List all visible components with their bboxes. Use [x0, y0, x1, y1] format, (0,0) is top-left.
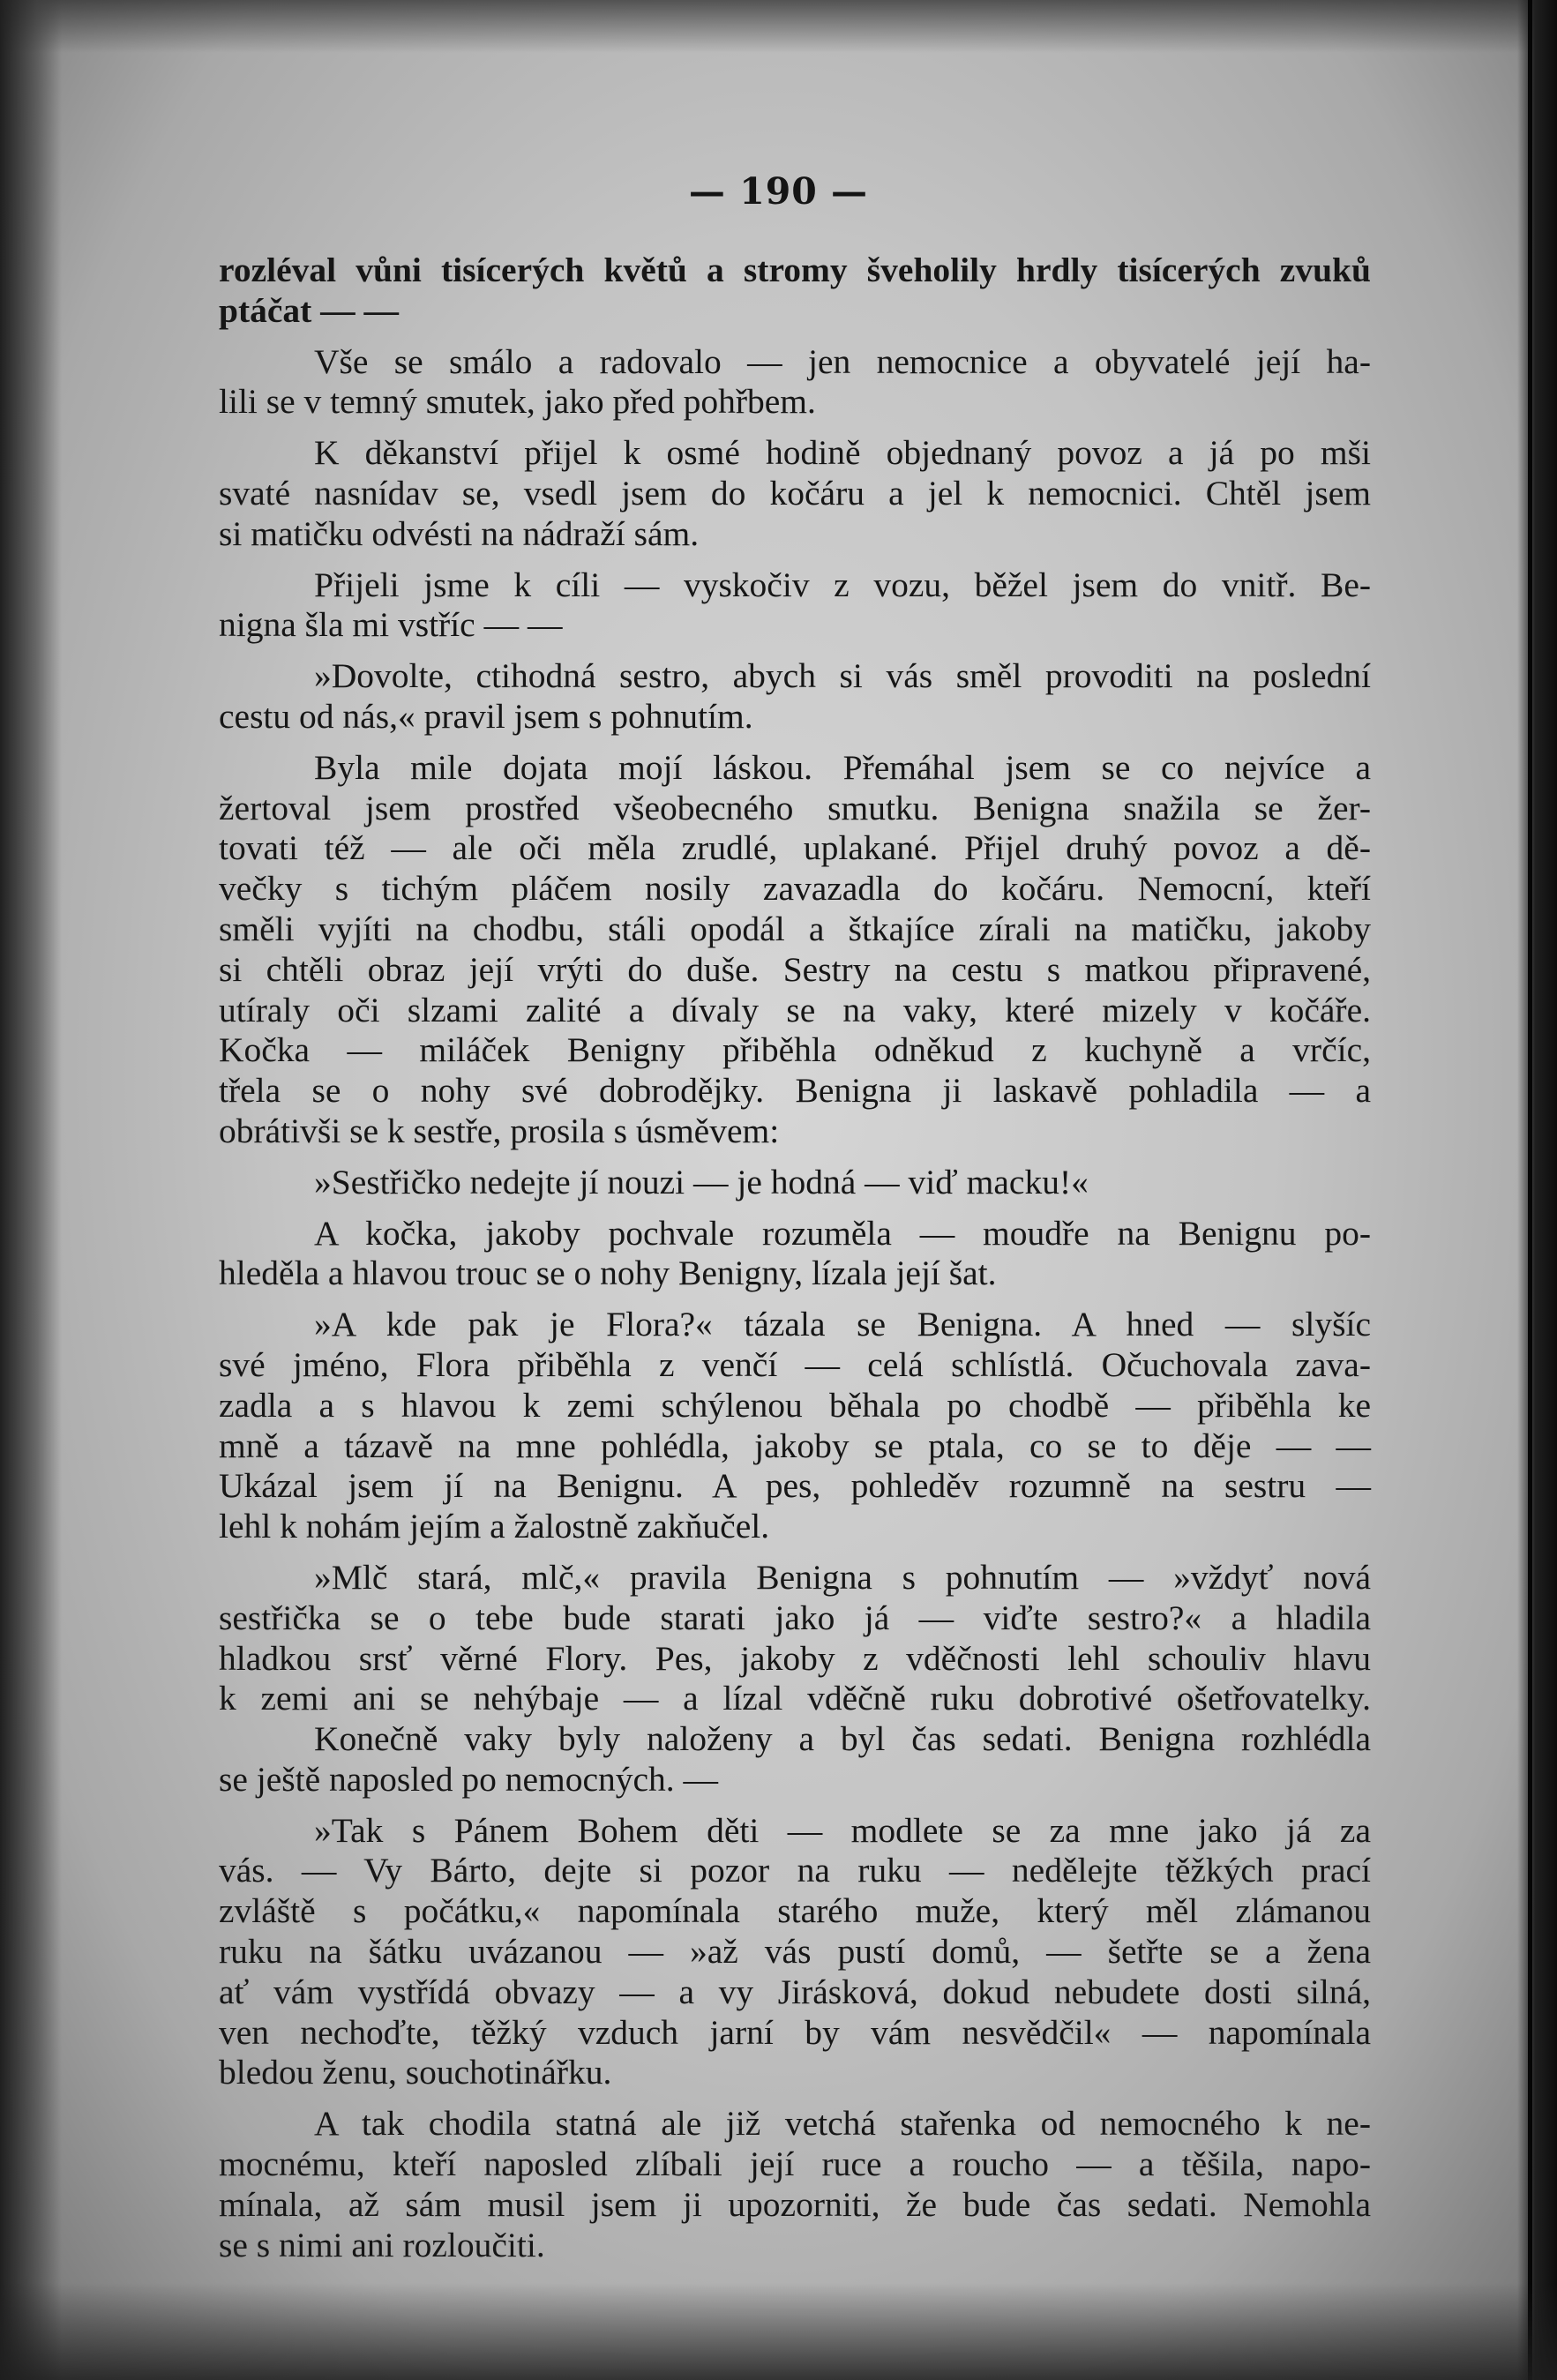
paragraph-gap	[219, 423, 1371, 433]
text-line: směli vyjíti na chodbu, stáli opodál a štkajíce zírali na matičku, jakoby	[219, 909, 1371, 948]
text-line: se s nimi ani rozloučiti.	[219, 2225, 545, 2264]
text-line: Vše se smálo a radovalo — jen nemocnice a obyvatelé její ha-	[314, 341, 1371, 381]
paragraph-gap	[219, 646, 1371, 656]
text-line: si chtěli obraz její vrýti do duše. Sestry na cestu s matkou připravené,	[219, 949, 1371, 989]
text-line: rozléval vůni tisícerých květů a stromy šveholily hrdly tisícerých zvuků	[219, 251, 1371, 289]
text-line: svaté nasnídav se, vsedl jsem do kočáru a jel k nemocnici. Chtěl jsem	[219, 473, 1371, 513]
text-line: ven nechoďte, těžký vzduch jarní by vám nesvědčil« — napomínala	[219, 2012, 1371, 2052]
paragraph-gap	[219, 1294, 1371, 1305]
text-line: lili se v temný smutek, jako před pohřbem.	[219, 382, 816, 422]
paragraph-gap	[219, 737, 1371, 748]
text-line: mocnému, kteří naposled zlíbali její ruce a roucho — a těšila, napo-	[219, 2144, 1371, 2184]
text-line: Byla mile dojata mojí láskou. Přemáhal jsem se co nejvíce a	[314, 747, 1371, 787]
text-line: A tak chodila statná ale již vetchá stařenka od nemocného k ne-	[314, 2104, 1371, 2144]
scan-shadow-bottom	[0, 2283, 1557, 2380]
text-line: »Sestřičko nedejte jí nouzi — je hodná — viď macku!«	[314, 1162, 1089, 1201]
paragraph-gap	[219, 1800, 1371, 1811]
paragraph-gap	[219, 1152, 1371, 1163]
text-line: večky s tichým pláčem nosily zavazadla do kočáru. Nemocní, kteří	[219, 869, 1371, 909]
page-binding-edge	[1528, 0, 1532, 2380]
scan-shadow-right	[1517, 0, 1557, 2380]
text-line: ruku na šátku uvázanou — »až vás pustí domů, — šetřte se a žena	[219, 1932, 1371, 1972]
text-line: »Dovolte, ctihodná sestro, abych si vás směl provoditi na poslední	[314, 656, 1371, 696]
text-line: tovati též — ale oči měla zrudlé, uplakané. Přijel druhý povoz a dě-	[219, 828, 1371, 868]
text-line: Konečně vaky byly naloženy a byl čas sedati. Benigna rozhlédla	[314, 1719, 1371, 1759]
text-line: obrátivši se k sestře, prosila s úsměvem:	[219, 1111, 780, 1150]
scan-shadow-top	[0, 0, 1557, 53]
text-line: sestřička se o tebe bude starati jako já — viďte sestro?« a hladila	[219, 1598, 1371, 1637]
scan-shadow-left	[0, 0, 62, 2380]
text-line: »Mlč stará, mlč,« pravila Benigna s pohnutím — »vždyť nová	[314, 1557, 1371, 1597]
text-line: Ukázal jsem jí na Benignu. A pes, pohleděv rozumně na sestru —	[219, 1466, 1371, 1506]
text-line: třela se o nohy své dobroděјky. Benigna ji laskavě pohladila — a	[219, 1071, 1371, 1111]
text-line: lehl k nohám jejím a žalostně zakňučel.	[219, 1507, 770, 1546]
page-number: — 190 —	[688, 170, 869, 213]
text-line: Kočka — miláček Benigny přiběhla odněkud z kuchyně a vrčíc,	[219, 1030, 1371, 1070]
text-line: Přijeli jsme k cíli — vyskočiv z vozu, běžel jsem do vnitř. Be-	[314, 565, 1371, 604]
text-line: žertoval jsem prostřed všeobecného smutku. Benigna snažila se žer-	[219, 788, 1371, 827]
text-line: mně a tázavě na mne pohlédla, jakoby se ptala, co se to děje — —	[219, 1426, 1371, 1465]
text-line: své jméno, Flora přiběhla z venčí — celá schlístlá. Očuchovala zava-	[219, 1344, 1371, 1384]
text-line: K děkanství přijel k osmé hodině objednaný povoz a já po mši	[314, 433, 1371, 473]
text-line: bledou ženu, souchotinářku.	[219, 2053, 612, 2092]
text-line: ptáčat — —	[219, 290, 400, 330]
text-line: A kočka, jakoby pochvale rozuměla — moudře na Benignu po-	[314, 1213, 1371, 1253]
paragraph-gap	[219, 555, 1371, 565]
text-line: zadla a s hlavou k zemi schýlenou běhala po chodbě — přiběhla ke	[219, 1385, 1371, 1425]
text-line: utíraly oči slzami zalité a dívaly se na vaky, které mizely v kočáře.	[219, 990, 1371, 1029]
text-line: ať vám vystřídá obvazy — a vy Jirásková, dokud nebudete dosti silná,	[219, 1972, 1371, 2011]
paragraph-gap	[219, 332, 1371, 342]
paragraph-gap	[219, 1547, 1371, 1558]
text-line: mínala, až sám musil jsem ji upozorniti, že bude čas sedati. Nemohla	[219, 2184, 1371, 2224]
text-line: k zemi ani se nehýbaje — a lízal vděčně ruku dobrotivé ošetřovatelky.	[219, 1679, 1371, 1718]
paragraph-gap	[219, 1203, 1371, 1214]
body-text	[219, 251, 1371, 2265]
text-line: »A kde pak je Flora?« tázala se Benigna. A hned — slyšíc	[314, 1305, 1371, 1344]
text-line: hleděla a hlavou trouc se o nohy Benigny, lízala její šat.	[219, 1254, 997, 1293]
text-line: zvláště s počátku,« napomínala starého muže, který měl zlámanou	[219, 1891, 1371, 1931]
text-line: nigna šla mi vstříc — —	[219, 605, 563, 645]
text-line: hladkou srsť věrné Flory. Pes, jakoby z vděčnosti lehl schouliv hlavu	[219, 1638, 1371, 1678]
text-line: se ještě naposled po nemocných. —	[219, 1759, 719, 1799]
text-line: si matičku odvésti na nádraží sám.	[219, 513, 700, 553]
paragraph-gap	[219, 2093, 1371, 2104]
text-line: vás. — Vy Bárto, dejte si pozor na ruku — nedělejte těžkých prací	[219, 1851, 1371, 1890]
text-line: cestu od nás,« pravil jsem s pohnutím.	[219, 696, 753, 736]
text-line: »Tak s Pánem Bohem děti — modlete se za mne jako já za	[314, 1810, 1371, 1850]
